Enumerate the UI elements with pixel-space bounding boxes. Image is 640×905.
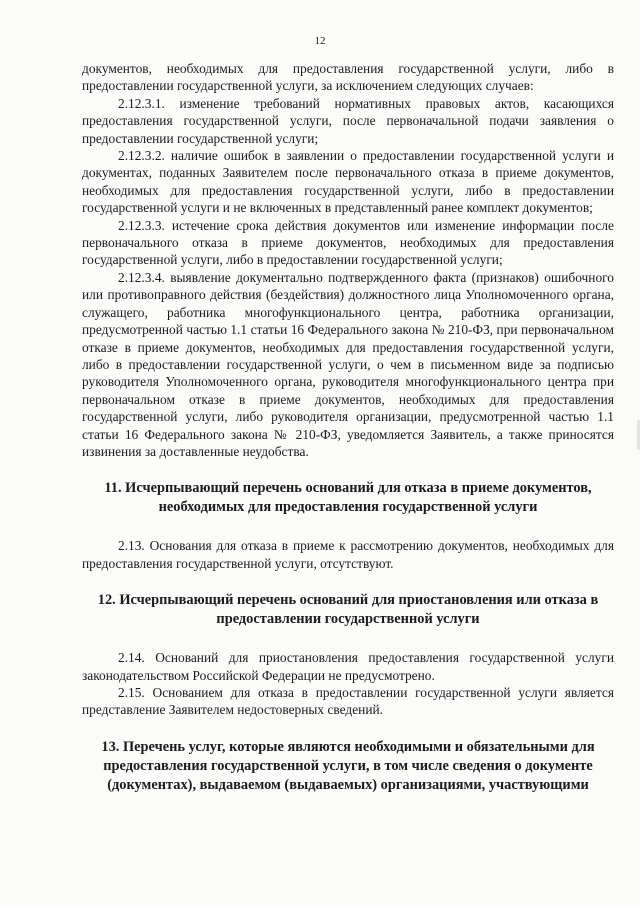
paragraph-2-14: 2.14. Оснований для приостановления предоставления государственной услуги законодательством Российской Федерации не предусмотрено. bbox=[82, 650, 614, 683]
section-heading-12: 12. Исчерпывающий перечень оснований для приостановления или отказа в предоставлении государственной услуги bbox=[97, 592, 599, 628]
spacer bbox=[82, 460, 614, 479]
paragraph-2-12-3-4: 2.12.3.4. выявление документально подтвержденного факта (признаков) ошибочного или противоправного действия (бездействия) должностного лица Уполномоченного органа, служащего, работника многофункционального центра, работника организации, предусмотренной частью 1.1 статьи 16 Федерального закона № 210-ФЗ, при первоначальном отказе в приеме документов, необходимых для предоставления государственной услуги, либо в предоставлении государственной услуги, о чем в письменном виде за подписью руководителя Уполномоченного органа, руководителя многофункционального центра при первоначальном отказе в приеме документов, необходимых для предоставления государственной услуги, либо руководителя организации, предусмотренной частью 1.1 статьи 16 Федерального закона № 210-ФЗ, уведомляется Заявитель, а также приносятся извинения за доставленные неудобства. bbox=[82, 269, 614, 459]
paragraph-2-13: 2.13. Основания для отказа в приеме к рассмотрению документов, необходимых для предоставления государственной услуги, отсутствуют. bbox=[82, 538, 614, 571]
paragraph-2-12-3-1: 2.12.3.1. изменение требований нормативных правовых актов, касающихся предоставления государственной услуги, после первоначальной подачи заявления о предоставлении государственной услуги; bbox=[82, 95, 614, 146]
paragraph-2-12-3-3: 2.12.3.3. истечение срока действия документов или изменение информации после первоначального отказа в приеме документов, необходимых для предоставления государственной услуги, либо в предоставлении государственной услуги; bbox=[82, 217, 614, 268]
spacer bbox=[82, 572, 614, 591]
paragraph-continuation: документов, необходимых для предоставления государственной услуги, либо в предоставлении государственной услуги, за исключением следующих случаев: bbox=[82, 61, 614, 94]
page-number: 12 bbox=[314, 35, 326, 47]
spacer bbox=[82, 629, 614, 649]
section-heading-11: 11. Исчерпывающий перечень оснований для отказа в приеме документов, необходимых для предоставления государственной услуги bbox=[104, 480, 592, 516]
paragraph-2-12-3-2: 2.12.3.2. наличие ошибок в заявлении о предоставлении государственной услуги и документах, поданных Заявителем после первоначального отказа в приеме документов, необходимых для предоставления государственной услуги, либо в предоставлении государственной услуги и не включенных в представленный ранее комплект документов; bbox=[82, 148, 614, 216]
section-heading-13: 13. Перечень услуг, которые являются необходимыми и обязательными для предоставления государственной услуги, в том числе сведения о документе (документах), выдаваемом (выдаваемых) организациями, участвующими bbox=[101, 738, 595, 793]
spacer bbox=[82, 517, 614, 537]
paragraph-2-15: 2.15. Основанием для отказа в предоставлении государственной услуги является представление Заявителем недостоверных сведений. bbox=[82, 684, 614, 718]
document-body bbox=[82, 60, 614, 795]
spacer bbox=[82, 719, 614, 738]
